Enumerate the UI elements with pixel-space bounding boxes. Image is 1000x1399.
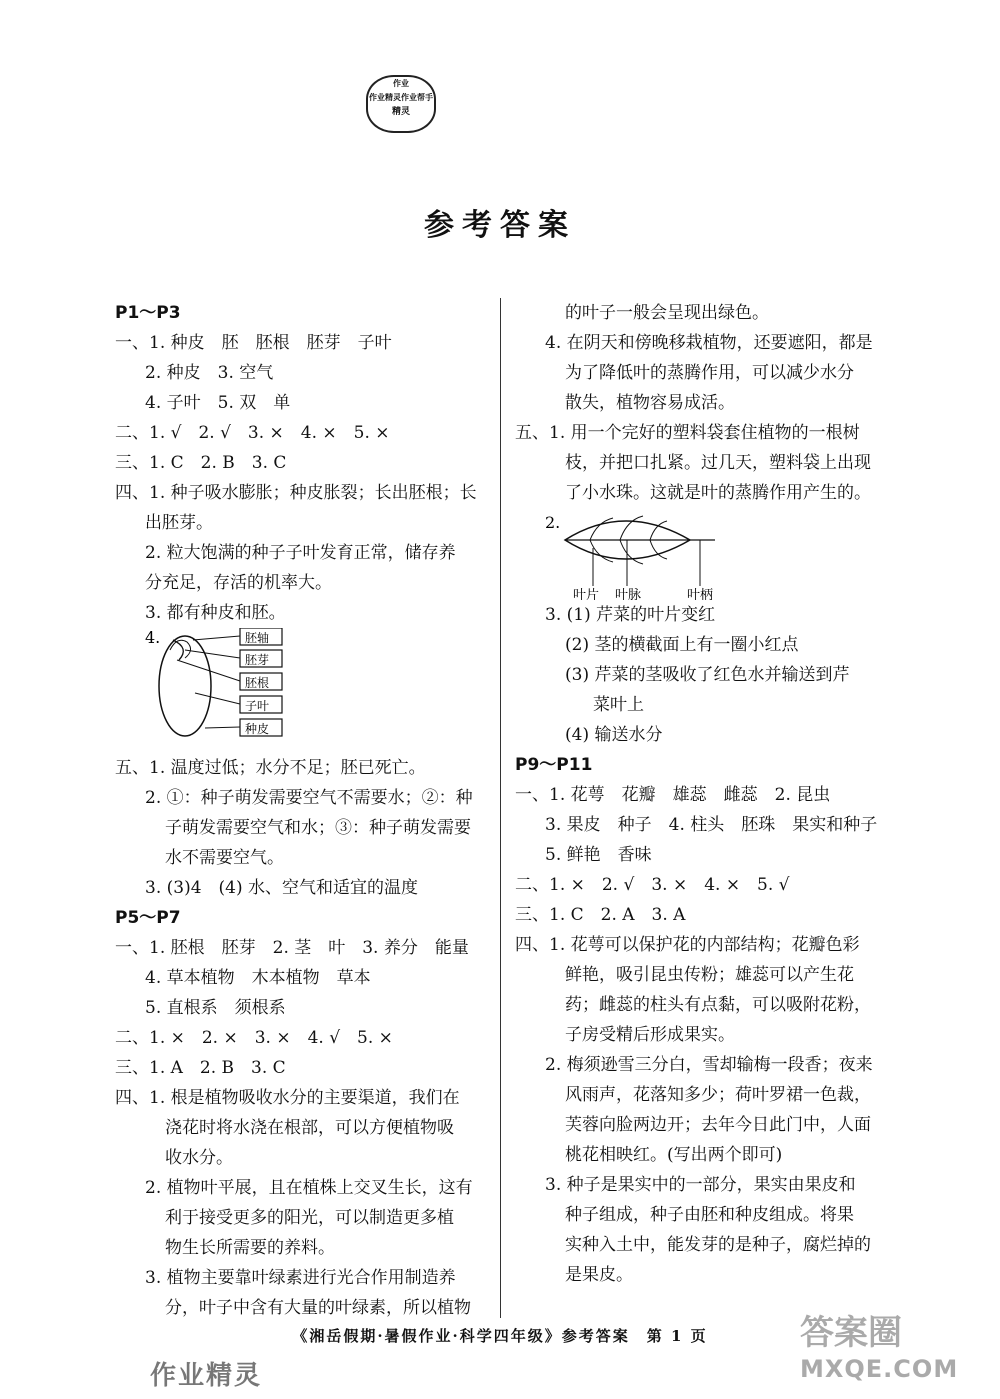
answer-line: 收水分。 (165, 1148, 233, 1168)
answer-line: 3. (3)4 (4) 水、空气和适宜的温度 (145, 878, 419, 898)
figure-number: 4. (145, 628, 161, 647)
answer-line: 分，叶子中含有大量的叶绿素，所以植物 (165, 1298, 471, 1318)
answer-line: 三、1. A 2. B 3. C (115, 1058, 286, 1078)
answer-line: 一、1. 花萼 花瓣 雄蕊 雌蕊 2. 昆虫 (515, 785, 831, 805)
answer-line: 一、1. 胚根 胚芽 2. 茎 叶 3. 养分 能量 (115, 938, 469, 958)
answer-line: 2. 植物叶平展，且在植株上交叉生长，这有 (145, 1178, 473, 1198)
section-heading-p5-p7: P5～P7 (115, 908, 181, 928)
answer-line: 2. 粒大饱满的种子子叶发育正常，储存养 (145, 543, 456, 563)
answer-line: 五、1. 温度过低；水分不足；胚已死亡。 (115, 758, 426, 778)
answer-line: 了小水珠。这就是叶的蒸腾作用产生的。 (565, 483, 871, 503)
leaf-label: 叶脉 (615, 588, 642, 600)
stamp-line1: 作业 (393, 79, 409, 88)
answer-line: 子萌发需要空气和水；③：种子萌发需要 (165, 818, 471, 838)
answer-line: 2. 梅须逊雪三分白，雪却输梅一段香；夜来 (545, 1055, 873, 1075)
section-heading-p1-p3: P1～P3 (115, 303, 181, 323)
leaf-label: 叶柄 (687, 588, 714, 600)
column-divider (500, 298, 501, 1318)
answer-line: (2) 茎的横截面上有一圈小红点 (565, 635, 799, 655)
answer-line: 3. 都有种皮和胚。 (145, 603, 286, 623)
answer-line: 鲜艳，吸引昆虫传粉；雄蕊可以产生花 (565, 965, 854, 985)
answer-line: 二、1. √ 2. √ 3. × 4. × 5. × (115, 423, 390, 443)
leaf-diagram (515, 508, 900, 600)
answer-line: 三、1. C 2. B 3. C (115, 453, 287, 473)
answer-line: 四、1. 种子吸水膨胀；种皮胀裂；长出胚根；长 (115, 483, 477, 503)
answer-line: 2. ①：种子萌发需要空气不需要水；②：种 (145, 788, 473, 808)
answer-line: 五、1. 用一个完好的塑料袋套住植物的一根树 (515, 423, 860, 443)
answer-line: 5. 鲜艳 香味 (545, 845, 652, 865)
right-column (515, 298, 900, 1290)
watermark-bottom-left: 作业精灵 (150, 1361, 263, 1391)
seed-label: 胚根 (245, 676, 270, 690)
answer-line: 二、1. × 2. √ 3. × 4. × 5. √ (515, 875, 790, 895)
stamp-line3: 精灵 (391, 107, 410, 117)
left-column (115, 298, 490, 1323)
answer-line: 三、1. C 2. A 3. A (515, 905, 686, 925)
answer-line: 3. 植物主要靠叶绿素进行光合作用制造养 (145, 1268, 456, 1288)
answer-line: 利于接受更多的阳光，可以制造更多植 (165, 1208, 454, 1228)
seed-diagram (115, 628, 490, 753)
answer-line: 一、1. 种皮 胚 胚根 胚芽 子叶 (115, 333, 392, 353)
answer-line: 风雨声，花落知多少；荷叶罗裙一色裁， (565, 1085, 871, 1105)
leaf-label: 叶片 (573, 588, 600, 600)
answer-line: 枝，并把口扎紧。过几天，塑料袋上出现 (565, 453, 871, 473)
answer-line: 桃花相映红。(写出两个即可) (565, 1145, 783, 1165)
answer-line: 散失，植物容易成活。 (565, 393, 735, 413)
answer-line: 3. 果皮 种子 4. 柱头 胚珠 果实和种子 (545, 815, 878, 835)
figure-number: 2. (545, 513, 561, 532)
seed-label: 子叶 (245, 699, 270, 713)
answer-line: 4. 子叶 5. 双 单 (145, 393, 291, 413)
section-heading-p9-p11: P9～P11 (515, 755, 593, 775)
answer-line: 5. 直根系 须根系 (145, 998, 286, 1018)
answer-line: 3. (1) 芹菜的叶片变红 (545, 605, 716, 625)
answer-line: 实种入土中，能发芽的是种子，腐烂掉的 (565, 1235, 871, 1255)
answer-line: 3. 种子是果实中的一部分，果实由果皮和 (545, 1175, 856, 1195)
answer-line: 菜叶上 (593, 695, 644, 715)
stamp-seal (366, 75, 436, 133)
answer-line: (4) 输送水分 (565, 725, 663, 745)
answer-line: (3) 芹菜的茎吸收了红色水并输送到芹 (565, 665, 850, 685)
seed-label: 胚芽 (245, 653, 270, 667)
answer-line: 出胚芽。 (145, 513, 213, 533)
answer-line: 浇花时将水浇在根部，可以方便植物吸 (165, 1118, 454, 1138)
answer-line: 子房受精后形成果实。 (565, 1025, 735, 1045)
answer-line: 药；雌蕊的柱头有点黏，可以吸附花粉， (565, 995, 871, 1015)
answer-line: 4. 草本植物 木本植物 草本 (145, 968, 371, 988)
answer-line: 二、1. × 2. × 3. × 4. √ 5. × (115, 1028, 393, 1048)
answer-line: 分充足，存活的机率大。 (145, 573, 332, 593)
page-title: 参考答案 (424, 208, 576, 243)
stamp-line2: 作业精灵作业帮手 (369, 93, 433, 102)
seed-label: 胚轴 (245, 631, 270, 645)
answer-line: 芙蓉向脸两边开；去年今日此门中，人面 (565, 1115, 871, 1135)
page-footer: 《湘岳假期·暑假作业·科学四年级》参考答案 第 1 页 (292, 1327, 708, 1345)
answer-line: 种子组成，种子由胚和种皮组成。将果 (565, 1205, 854, 1225)
answer-line: 为了降低叶的蒸腾作用，可以减少水分 (565, 363, 854, 383)
answer-line: 四、1. 根是植物吸收水分的主要渠道，我们在 (115, 1088, 460, 1108)
watermark-logo: 答案圈 (800, 1313, 902, 1353)
watermark-url: MXQE.COM (800, 1355, 959, 1383)
answer-line: 物生长所需要的养料。 (165, 1238, 335, 1258)
answer-line: 四、1. 花萼可以保护花的内部结构；花瓣色彩 (515, 935, 860, 955)
seed-label: 种皮 (245, 722, 270, 736)
answer-line: 水不需要空气。 (165, 848, 284, 868)
answer-line: 是果皮。 (565, 1265, 633, 1285)
answer-line: 的叶子一般会呈现出绿色。 (565, 303, 769, 323)
answer-line: 2. 种皮 3. 空气 (145, 363, 274, 383)
answer-line: 4. 在阴天和傍晚移栽植物，还要遮阳，都是 (545, 333, 873, 353)
